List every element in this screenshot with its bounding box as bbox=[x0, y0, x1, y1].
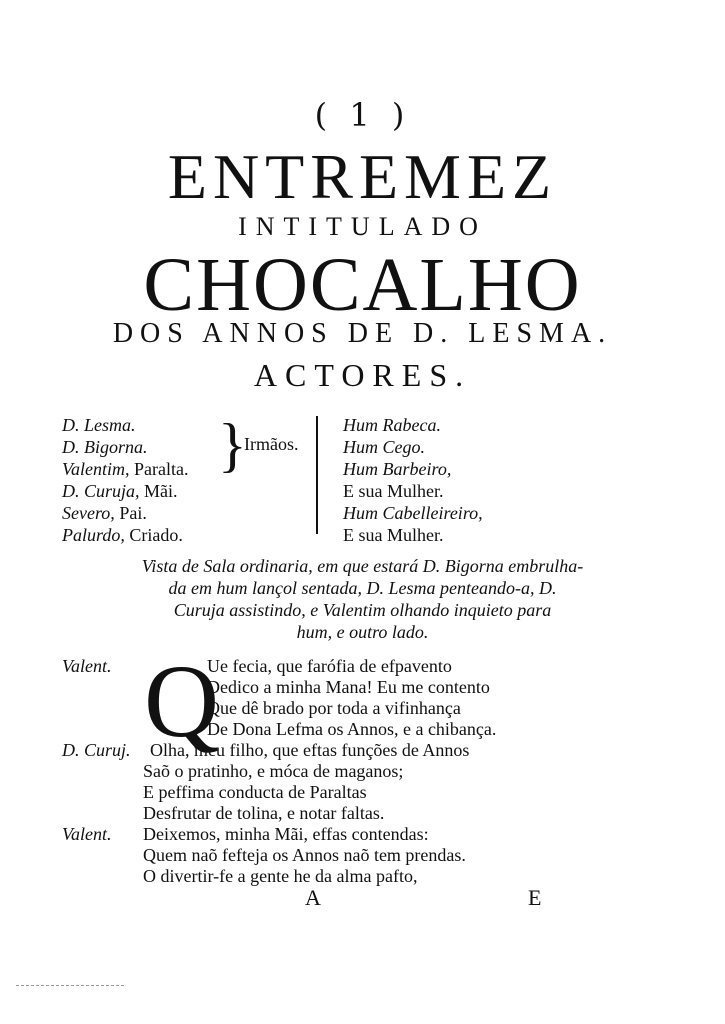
verse-line: Saõ o pratinho, e móca de maganos; bbox=[143, 761, 404, 781]
page-number: ( 1 ) bbox=[314, 96, 411, 134]
cast-entry: D. Curuja, Mãi. bbox=[62, 481, 178, 501]
stage-direction bbox=[0, 555, 725, 643]
verse-line: Quem naõ fefteja os Annos naõ tem prendas. bbox=[143, 845, 466, 865]
verse-line: O divertir-fe a gente he da alma pafto, bbox=[143, 866, 418, 886]
curly-brace-icon: } bbox=[218, 412, 247, 478]
cast-entry: Hum Barbeiro, bbox=[343, 459, 452, 479]
cast-entry: Hum Rabeca. bbox=[343, 415, 441, 435]
signature-mark: A bbox=[305, 885, 321, 910]
stage-direction-line: Curuja assistindo, e Valentim olhando inquieto para bbox=[173, 600, 552, 620]
verse-line: Dedico a minha Mana! Eu me contento bbox=[207, 677, 490, 697]
title-chocalho: CHOCALHO bbox=[143, 243, 582, 327]
stage-direction-line: da em hum lançol sentada, D. Lesma penteando-a, D. bbox=[168, 578, 557, 598]
brace-label: Irmãos. bbox=[244, 434, 299, 454]
title-entremez: ENTREMEZ bbox=[167, 141, 558, 212]
speaker-label: D. Curuj. bbox=[62, 740, 131, 760]
cast-entry: E sua Mulher. bbox=[343, 481, 444, 501]
catchword: E bbox=[528, 885, 542, 910]
stage-direction-line: hum, e outro lado. bbox=[296, 622, 429, 642]
actors-heading: ACTORES. bbox=[253, 357, 472, 393]
cast-list-left bbox=[62, 414, 188, 546]
cast-entry: D. Lesma. bbox=[62, 415, 136, 435]
verse-line: De Dona Lefma os Annos, e a chibança. bbox=[207, 719, 497, 739]
verse-line: Que dê brado por toda a vifinhança bbox=[207, 698, 461, 718]
verse-line: Deixemos, minha Mãi, effas contendas: bbox=[143, 824, 429, 844]
cast-entry: Severo, Pai. bbox=[62, 503, 147, 523]
verse-line: E peffima conducta de Paraltas bbox=[143, 782, 367, 802]
verse-line: Olha, meu filho, que eftas funções de Annos bbox=[150, 740, 470, 760]
stage-direction-line: Vista de Sala ordinaria, em que estará D. Bigorna embrulha- bbox=[141, 556, 584, 576]
title-intitulado: INTITULADO bbox=[238, 212, 487, 241]
column-divider bbox=[316, 416, 318, 534]
drop-cap: Q bbox=[144, 644, 220, 759]
cast-entry: Hum Cego. bbox=[343, 437, 425, 457]
verse-line: Ue fecia, que farófia de efpavento bbox=[207, 656, 452, 676]
title-subtitle: DOS ANNOS DE D. LESMA. bbox=[112, 318, 613, 349]
cast-entry: D. Bigorna. bbox=[62, 437, 148, 457]
speaker-label: Valent. bbox=[62, 824, 112, 844]
cast-entry: Hum Cabelleireiro, bbox=[343, 503, 483, 523]
cast-entry: Valentim, Paralta. bbox=[62, 459, 189, 479]
verse-line: Desfrutar de tolina, e notar faltas. bbox=[143, 803, 385, 823]
cast-entry: Palurdo, Criado. bbox=[62, 525, 183, 545]
speaker-label: Valent. bbox=[62, 656, 112, 676]
cast-list-right bbox=[343, 414, 483, 546]
margin-dash bbox=[16, 985, 124, 986]
cast-entry: E sua Mulher. bbox=[343, 525, 444, 545]
